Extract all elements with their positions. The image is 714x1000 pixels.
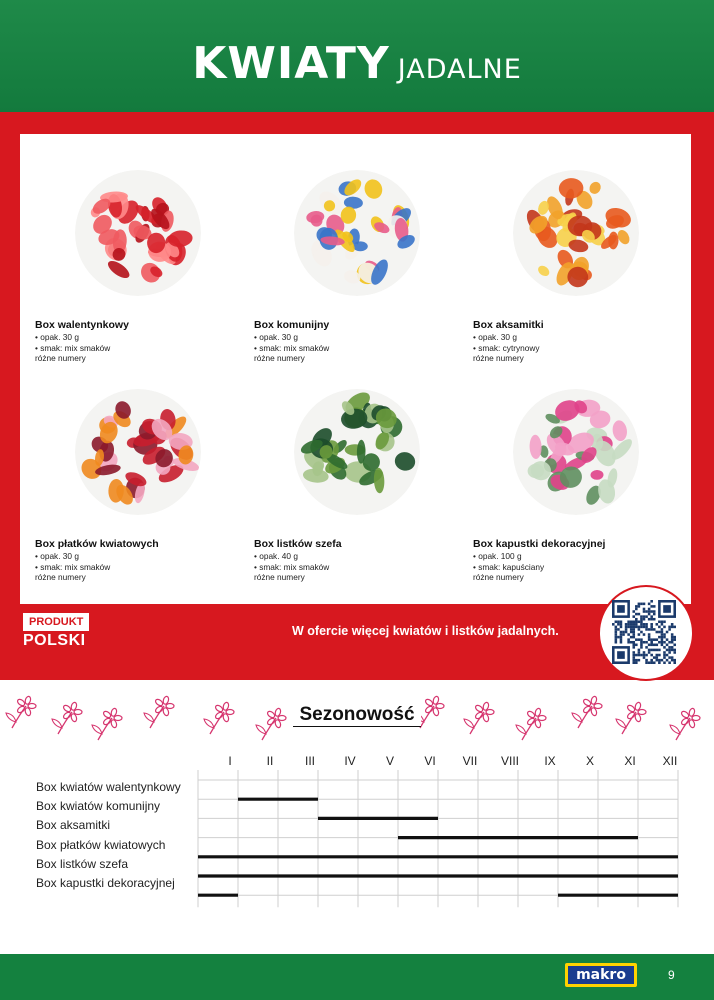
- product-name: Box komunijny: [254, 319, 330, 331]
- product-detail: różne numery: [254, 353, 305, 363]
- season-row-label: Box kwiatów komunijny: [36, 799, 161, 814]
- season-row-label: Box płatków kwiatowych: [36, 837, 166, 852]
- season-row-label: Box listków szefa: [36, 856, 129, 871]
- season-row-label: Box aksamitki: [36, 818, 111, 833]
- product-detail: • smak: mix smaków: [35, 342, 111, 353]
- product-detail: • smak: cytrynowy: [473, 342, 540, 353]
- month-label: XII: [662, 754, 678, 768]
- month-label: I: [228, 754, 232, 768]
- season-row-label: Box kapustki dekoracyjnej: [36, 876, 175, 890]
- product-name: Box listków szefa: [254, 538, 342, 550]
- month-label: IX: [544, 754, 556, 768]
- month-label: X: [585, 754, 594, 768]
- title-main: KWIATY: [192, 38, 390, 89]
- product-detail: • smak: mix smaków: [254, 342, 330, 353]
- month-label: VIII: [500, 754, 519, 768]
- title-sub: JADALNE: [397, 54, 522, 85]
- month-label: V: [385, 754, 394, 768]
- product-detail: • opak. 30 g: [254, 332, 298, 342]
- product-detail: • opak. 30 g: [35, 332, 79, 342]
- month-label: XI: [624, 754, 636, 768]
- product-name: Box płatków kwiatowych: [35, 538, 159, 550]
- month-label: VII: [462, 754, 478, 768]
- product-detail: różne numery: [473, 572, 524, 582]
- month-label: IV: [344, 754, 356, 768]
- product-detail: • smak: mix smaków: [35, 561, 111, 572]
- product-detail: różne numery: [254, 572, 305, 582]
- more-offer-text: W ofercie więcej kwiatów i listków jadalnych.: [292, 624, 559, 638]
- month-label: VI: [424, 754, 436, 768]
- product-name: Box aksamitki: [473, 319, 544, 331]
- product-detail: różne numery: [473, 353, 524, 363]
- product-detail: • opak. 40 g: [254, 551, 298, 561]
- product-detail: • opak. 100 g: [473, 551, 522, 561]
- product-name: Box kapustki dekoracyjnej: [473, 538, 606, 550]
- badge-bottom: POLSKI: [23, 632, 86, 649]
- season-row-label: Box kwiatów walentynkowy: [36, 780, 181, 794]
- month-label: III: [304, 754, 315, 768]
- seasonality-title-text: Sezonowość: [293, 704, 420, 727]
- product-detail: • opak. 30 g: [473, 332, 517, 342]
- makro-logo: [565, 963, 637, 987]
- product-detail: • smak: kapuściany: [473, 561, 545, 572]
- badge-top: PRODUKT: [23, 613, 89, 631]
- product-detail: • opak. 30 g: [35, 551, 79, 561]
- product-detail: różne numery: [35, 572, 86, 582]
- product-detail: różne numery: [35, 353, 86, 363]
- makro-logo-text: makro: [568, 966, 634, 984]
- month-label: II: [266, 754, 274, 768]
- product-detail: • smak: mix smaków: [254, 561, 330, 572]
- product-name: Box walentynkowy: [35, 319, 129, 331]
- page-number: 9: [668, 968, 675, 982]
